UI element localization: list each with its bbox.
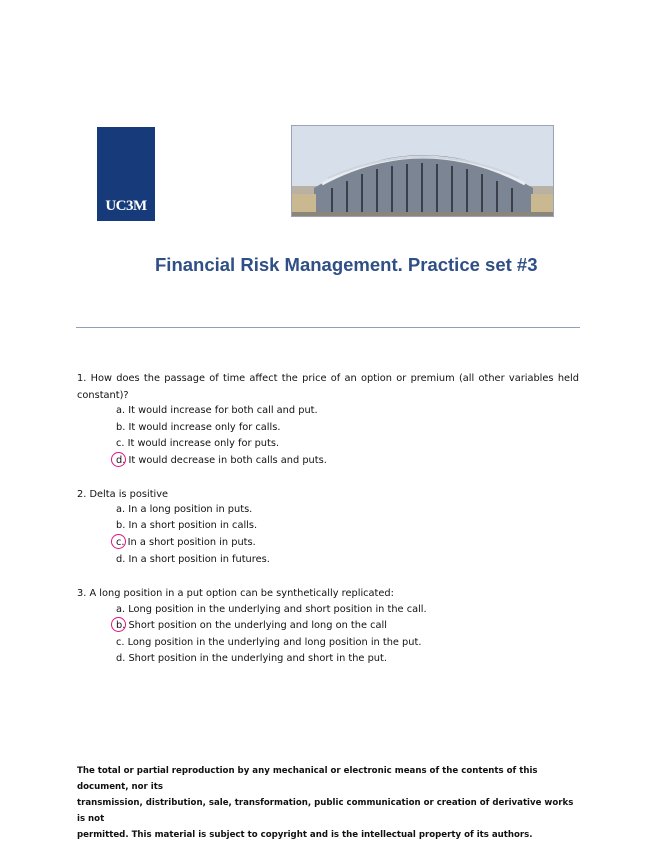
option-text: Long position in the underlying and short position in the call. <box>128 604 427 615</box>
answer-circle <box>111 617 126 632</box>
question-3-stem: 3. A long position in a put option can be synthetically replicated: <box>77 588 394 599</box>
option-text: Long position in the underlying and long position in the put. <box>127 637 422 648</box>
question-1-option-d <box>116 454 327 468</box>
question-1-stem: 1. How does the passage of time affect the price of an option or premium (all other variables held constant)? <box>77 373 579 401</box>
option-text: Short position on the underlying and long on the call <box>128 620 387 631</box>
title-divider <box>76 327 580 328</box>
question-3-option-c <box>116 636 421 650</box>
option-letter-circled <box>116 536 125 550</box>
option-letter: b. <box>116 620 126 631</box>
question-2-option-b <box>116 519 257 533</box>
question-3-option-d <box>116 652 387 666</box>
question-2-stem: 2. Delta is positive <box>77 489 169 500</box>
option-letter: d. <box>116 455 126 466</box>
option-letter: a. <box>116 405 126 416</box>
uc3m-logo <box>97 127 155 221</box>
option-text: In a short position in calls. <box>128 520 258 531</box>
answer-circle <box>111 452 126 467</box>
option-letter: a. <box>116 504 126 515</box>
option-text: It would increase only for calls. <box>128 422 281 433</box>
building-photo <box>291 125 554 217</box>
question-1-option-b <box>116 421 280 435</box>
question-1-option-c <box>116 437 279 451</box>
question-2-option-c <box>116 536 256 550</box>
question-2-option-a <box>116 503 252 517</box>
option-letter: d. <box>116 554 126 565</box>
option-letter-circled <box>116 454 125 468</box>
option-letter: a. <box>116 604 126 615</box>
option-letter: d. <box>116 653 126 664</box>
option-text: It would decrease in both calls and puts. <box>128 455 327 466</box>
question-2-option-d <box>116 553 270 567</box>
option-letter: c. <box>116 438 125 449</box>
logo-text: UC3M <box>105 198 147 214</box>
document-title: Financial Risk Management. Practice set #3 <box>155 254 538 275</box>
question-1-option-a <box>116 404 318 418</box>
option-letter: b. <box>116 422 126 433</box>
option-text: In a long position in puts. <box>128 504 253 515</box>
option-text: Short position in the underlying and short in the put. <box>128 653 387 664</box>
option-letter: b. <box>116 520 126 531</box>
option-text: In a short position in futures. <box>128 554 270 565</box>
copyright-line-1: The total or partial reproduction by any mechanical or electronic means of the contents of this document, nor its <box>77 766 538 792</box>
building-illustration <box>292 126 554 217</box>
copyright-line-3: permitted. This material is subject to copyright and is the intellectual property of its authors. <box>77 830 533 840</box>
option-letter: c. <box>116 637 125 648</box>
question-3-option-b <box>116 619 387 633</box>
question-3-option-a <box>116 603 427 617</box>
answer-circle <box>111 534 126 549</box>
option-letter-circled <box>116 619 125 633</box>
option-text: It would increase for both call and put. <box>128 405 318 416</box>
copyright-line-2: transmission, distribution, sale, transformation, public communication or creation of derivative works is not <box>77 798 574 824</box>
option-letter: c. <box>116 537 125 548</box>
option-text: In a short position in puts. <box>127 537 256 548</box>
copyright-notice <box>77 763 577 843</box>
option-text: It would increase only for puts. <box>127 438 280 449</box>
